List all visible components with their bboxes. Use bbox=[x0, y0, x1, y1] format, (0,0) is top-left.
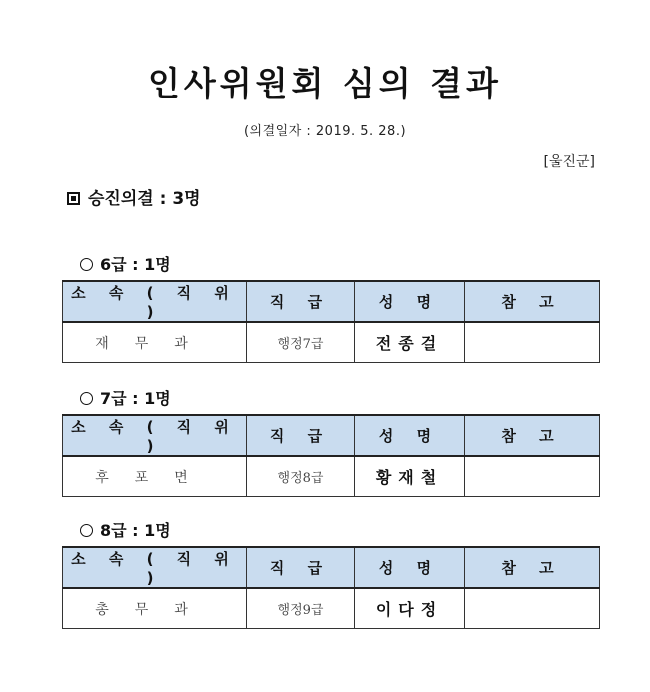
header-dept: 소 속 ( 직 위 ) bbox=[63, 547, 247, 588]
cell-dept: 총무과 bbox=[63, 588, 247, 629]
grade-heading-text: 8급 : 1명 bbox=[100, 521, 171, 540]
header-dept: 소 속 ( 직 위 ) bbox=[63, 281, 247, 322]
cell-dept: 후포면 bbox=[63, 456, 247, 497]
header-dept: 소 속 ( 직 위 ) bbox=[63, 415, 247, 456]
table-row bbox=[63, 588, 600, 629]
header-name: 성 명 bbox=[355, 415, 465, 456]
region-label: [울진군] bbox=[543, 154, 595, 170]
cell-note bbox=[465, 588, 600, 629]
cell-note bbox=[465, 322, 600, 363]
grade-heading bbox=[80, 386, 171, 409]
square-bullet-icon bbox=[67, 192, 80, 205]
circle-bullet-icon bbox=[80, 392, 93, 405]
cell-rank: 행정8급 bbox=[247, 456, 355, 497]
summary-line bbox=[67, 184, 201, 209]
cell-name: 이다정 bbox=[355, 588, 465, 629]
table-header-row bbox=[63, 547, 600, 588]
header-note: 참 고 bbox=[465, 281, 600, 322]
cell-rank: 행정7급 bbox=[247, 322, 355, 363]
cell-note bbox=[465, 456, 600, 497]
result-table bbox=[62, 546, 600, 629]
resolution-date: (의결일자 : 2019. 5. 28.) bbox=[243, 124, 407, 139]
grade-heading bbox=[80, 518, 171, 541]
header-rank: 직 급 bbox=[247, 547, 355, 588]
cell-name: 황재철 bbox=[355, 456, 465, 497]
summary-text: 승진의결 : 3명 bbox=[88, 189, 201, 209]
grade-heading bbox=[80, 252, 171, 275]
header-name: 성 명 bbox=[355, 281, 465, 322]
table-row bbox=[63, 456, 600, 497]
grade-heading-text: 6급 : 1명 bbox=[100, 255, 171, 274]
grade-heading-text: 7급 : 1명 bbox=[100, 389, 171, 408]
table-header-row bbox=[63, 281, 600, 322]
cell-dept: 재무과 bbox=[63, 322, 247, 363]
header-rank: 직 급 bbox=[247, 281, 355, 322]
cell-name: 전종걸 bbox=[355, 322, 465, 363]
header-note: 참 고 bbox=[465, 547, 600, 588]
table-row bbox=[63, 322, 600, 363]
header-rank: 직 급 bbox=[247, 415, 355, 456]
table-header-row bbox=[63, 415, 600, 456]
result-table bbox=[62, 280, 600, 363]
header-name: 성 명 bbox=[355, 547, 465, 588]
circle-bullet-icon bbox=[80, 524, 93, 537]
circle-bullet-icon bbox=[80, 258, 93, 271]
result-table bbox=[62, 414, 600, 497]
page-title: 인사위원회 심의 결과 bbox=[148, 64, 502, 103]
cell-rank: 행정9급 bbox=[247, 588, 355, 629]
header-note: 참 고 bbox=[465, 415, 600, 456]
